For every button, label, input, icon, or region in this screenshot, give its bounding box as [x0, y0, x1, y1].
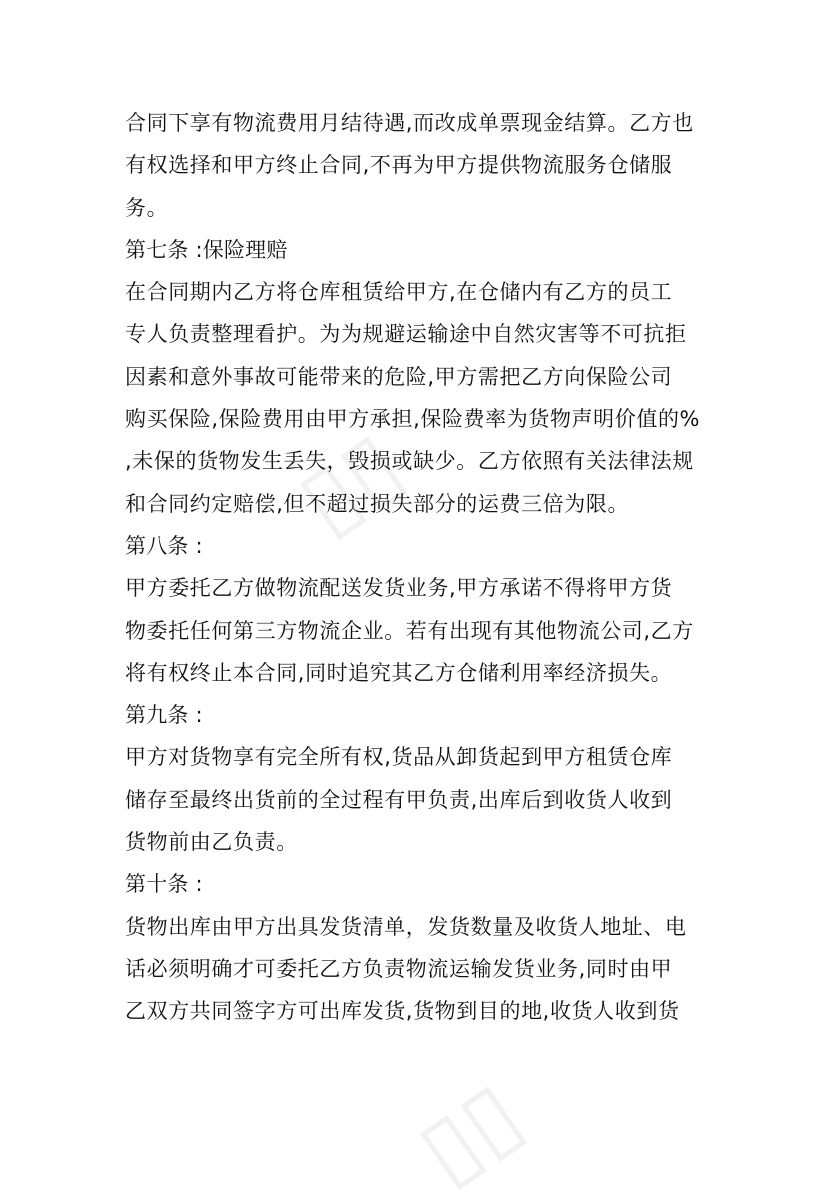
paragraph-line: 货物前由乙负责。 [125, 830, 298, 855]
article-7-heading: 第七条 :保险理赔 [125, 237, 288, 262]
watermark: ▯▯ [398, 1061, 541, 1204]
paragraph-line: 和合同约定赔偿,但不超过损失部分的运费三倍为限。 [125, 491, 630, 516]
paragraph-line: 专人负责整理看护。为为规避运输途中自然灾害等不可抗拒 [125, 322, 687, 347]
article-10-heading: 第十条 : [125, 872, 203, 897]
paragraph-line: 货物出库由甲方出具发货清单，发货数量及收货人地址、电 [125, 914, 687, 939]
paragraph-line: 将有权终止本合同,同时追究其乙方仓储利用率经济损失。 [125, 660, 673, 685]
paragraph-line: 购买保险,保险费用由甲方承担,保险费率为货物声明价值的% [125, 407, 701, 432]
paragraph-line: 合同下享有物流费用月结待遇,而改成单票现金结算。乙方也 [125, 111, 694, 135]
document-body [125, 102, 725, 1033]
paragraph-line: 甲方对货物享有完全所有权,货品从卸货起到甲方租赁仓库 [125, 745, 673, 770]
paragraph-line: 甲方委托乙方做物流配送发货业务,甲方承诺不得将甲方货 [125, 576, 673, 601]
paragraph-line: 话必须明确才可委托乙方负责物流运输发货业务,同时由甲 [125, 956, 673, 981]
paragraph-line: 储存至最终出货前的全过程有甲负责,出库后到收货人收到 [125, 787, 673, 812]
article-9-heading: 第九条 : [125, 703, 203, 728]
paragraph-line: 因素和意外事故可能带来的危险,甲方需把乙方向保险公司 [125, 364, 673, 389]
article-8-heading: 第八条 : [125, 533, 203, 558]
paragraph-line: 在合同期内乙方将仓库租赁给甲方,在仓储内有乙方的员工 [125, 280, 673, 305]
paragraph-line: 务。 [125, 195, 169, 220]
watermark: ▯▯ [278, 411, 421, 554]
paragraph-line: ,未保的货物发生丢失，毁损或缺少。乙方依照有关法律法规 [125, 449, 694, 474]
paragraph-line: 有权选择和甲方终止合同,不再为甲方提供物流服务仓储服 [125, 153, 673, 178]
paragraph-line: 乙双方共同签字方可出库发货,货物到目的地,收货人收到货 [125, 999, 680, 1024]
paragraph-line: 物委托任何第三方物流企业。若有出现有其他物流公司,乙方 [125, 618, 694, 643]
